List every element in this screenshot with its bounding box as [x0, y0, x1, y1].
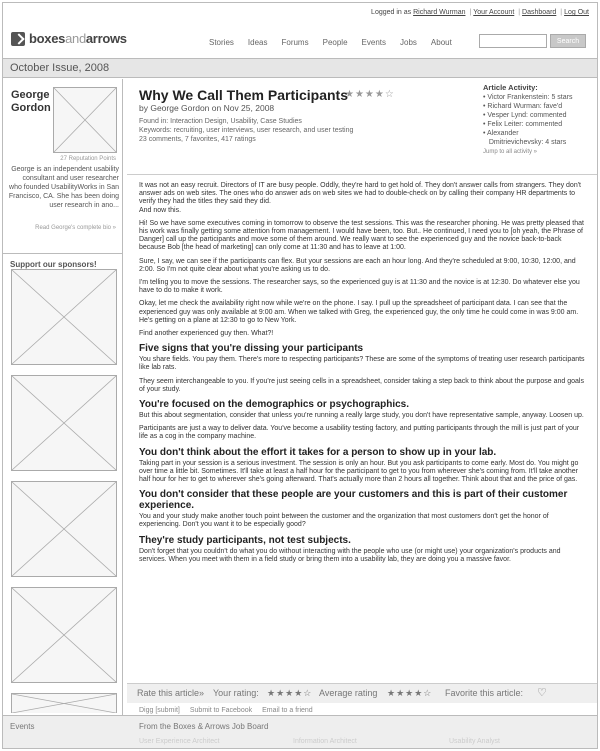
- user-link[interactable]: Richard Wurman: [413, 9, 466, 16]
- logged-in-label: Logged in as: [371, 9, 412, 16]
- main-nav: [209, 38, 452, 47]
- your-account-link[interactable]: Your Account: [473, 9, 515, 16]
- paragraph: You share fields. You pay them. There's more to respecting participants? These are some of the symptoms of treating user research participants like lab rats.: [139, 356, 585, 372]
- issue-bar: [3, 58, 598, 78]
- job-listing[interactable]: Usability Analyst: [449, 738, 500, 745]
- search-button[interactable]: Search: [550, 34, 586, 48]
- average-rating-stars: ★★★★☆: [387, 688, 433, 698]
- author-name[interactable]: George Gordon: [11, 89, 51, 114]
- article-activity: [483, 83, 597, 157]
- digg-link[interactable]: Digg [submit]: [139, 707, 180, 714]
- paragraph: Sure, I say, we can see if the participants can flex. But your sessions are each an hour long. And they're scheduled at 9:00, 10:30, 12:00, and 2:00. So I'm not quite clear about what you're asking us to do.: [139, 257, 576, 273]
- footer-events[interactable]: Events: [10, 722, 35, 731]
- average-rating-label: Average rating: [319, 688, 378, 698]
- footer-job-board[interactable]: From the Boxes & Arrows Job Board: [139, 722, 269, 731]
- author-bio: George is an independent usability consultant and user researcher who founded UsabilityWorks in San Francisco, CA. She has been doing user research in ano...: [8, 166, 119, 209]
- your-rating-label: Your rating:: [213, 688, 259, 698]
- activity-item: Dmitrievichevsky: 4 stars: [483, 139, 567, 146]
- section-heading: They're study participants, not test subjects.: [139, 534, 351, 546]
- section-heading: Five signs that you're dissing your participants: [139, 343, 364, 355]
- paragraph: It was not an easy recruit. Directors of IT are busy people. Oddly, they're hard to get hold of. They don't answer calls from strangers. They don't answer ads on web sites. The ones who do answer ads on web sites we had to double-check on by calling their company HR departments to verify they had the titles they said they did. And now this.: [139, 182, 581, 214]
- nav-stories[interactable]: Stories: [209, 38, 234, 47]
- activity-heading: Article Activity:: [483, 83, 538, 92]
- article-counts[interactable]: 23 comments, 7 favorites, 417 ratings: [139, 136, 256, 143]
- email-friend-link[interactable]: Email to a friend: [262, 707, 313, 714]
- nav-people[interactable]: People: [322, 38, 348, 47]
- paragraph: Taking part in your session is a serious investment. The session is only an hour. But you ask participants to come early. Most do. You might go over time a little bit. Sometimes. It'll take at least a half hour for the participant to get to you from wherever she's coming from. It'll take another half hour for her to get to wherever she's going afterward. That's actually more than 2 hours all together. Think about that and the price of gas.: [139, 459, 579, 484]
- section-heading: You don't consider that these people are your customers and this is part of their customer experience.: [139, 489, 568, 512]
- sponsor-ad[interactable]: [11, 587, 117, 683]
- nav-ideas[interactable]: Ideas: [247, 38, 268, 47]
- author-photo-placeholder: [53, 87, 117, 153]
- rate-label: Rate this article»: [137, 688, 205, 698]
- rating-bar: [127, 683, 597, 703]
- search-input[interactable]: [479, 34, 547, 48]
- article-meta: [139, 117, 353, 144]
- issue-title: October Issue, 2008: [10, 62, 110, 74]
- section-heading: You don't think about the effort it takes for a person to show up in your lab.: [139, 446, 497, 458]
- paragraph: Find another experienced guy then. What?!: [139, 330, 274, 338]
- paragraph: I'm telling you to move the sessions. The researcher says, so the experienced guy is at 11:30 and the novice is at 12:30. Do whatever else you have to do to make it work.: [139, 279, 580, 295]
- sponsors-heading: Support our sponsors!: [3, 253, 123, 275]
- logo-icon: [11, 32, 25, 46]
- footer: [3, 715, 598, 749]
- keywords[interactable]: Keywords: recruiting, user interviews, user research, and user testing: [139, 127, 354, 134]
- activity-item: • Vesper Lynd: commented: [483, 112, 567, 119]
- paragraph: Okay, let me check the availability right now while we're on the phone. I say. I pull up the spreadsheet of participant data. I can see that the experienced guy was only available at 9:00 am. When we talked with Greg, the experienced guy, the only time he could come in was 9:00 am. He's getting on a plane at 12:30 to go to New York.: [139, 300, 579, 324]
- facebook-link[interactable]: Submit to Facebook: [189, 707, 253, 714]
- share-bar: [139, 707, 313, 714]
- nav-events[interactable]: Events: [361, 38, 386, 47]
- your-rating-stars[interactable]: ★★★★☆: [267, 688, 313, 698]
- favorite-label: Favorite this article:: [445, 688, 524, 698]
- article-title: Why We Call Them Participants: [139, 87, 349, 103]
- sponsor-ad[interactable]: [11, 375, 117, 471]
- page-frame: [2, 2, 598, 749]
- activity-item: • Richard Wurman: fave'd: [483, 103, 563, 110]
- sponsor-ad[interactable]: [11, 481, 117, 577]
- article-star-rating: ★★★★☆: [345, 89, 395, 100]
- read-bio-link[interactable]: Read George's complete bio »: [35, 225, 116, 231]
- article-body: [139, 182, 587, 569]
- heart-icon[interactable]: ♡: [537, 687, 547, 699]
- found-in[interactable]: Found in: Interaction Design, Usability, Case Studies: [139, 118, 302, 125]
- job-listing[interactable]: Information Architect: [293, 738, 357, 745]
- paragraph: You and your study make another touch point between the customer and the organization that most customers don't get the honor of experiencing. Don't you want it to be especially good?: [139, 513, 549, 529]
- activity-item: • Felix Leiter: commented: [483, 121, 563, 128]
- paragraph: Don't forget that you couldn't do what you do without interacting with the people who use (or might use) your organization's products and services. When you meet with them in a field study or bring them into a usability lab, they are doing you a massive favor.: [139, 547, 561, 563]
- section-heading: You're focused on the demographics or psychographics.: [139, 399, 410, 411]
- paragraph: Hi! So we have some executives coming in tomorrow to observe the test sessions. This was the researcher phoning. He was pretty pleased that his work was finally getting some attention from management. I would have been, too. But.. He continued, I need you to [oh yeah, the Phrase of Danger] call up the participants and move some of them around. We really want to see the experienced guy and the novice back-to-back because Bob [the head of marketing] can only come at 11:30 and has to leave at 1:00.: [139, 219, 584, 252]
- paragraph: Participants are just a way to deliver data. You've become a usability testing factory, and putting participants through the mill is just part of your life as a cog in the company machine.: [139, 425, 580, 441]
- nav-forums[interactable]: Forums: [281, 38, 309, 47]
- jump-to-activity-link[interactable]: Jump to all activity »: [483, 149, 538, 155]
- nav-about[interactable]: About: [430, 38, 452, 47]
- header-divider: [127, 174, 597, 175]
- left-sidebar: [3, 79, 123, 749]
- article-byline: by George Gordon on Nov 25, 2008: [139, 103, 275, 113]
- activity-item: • Victor Frankenstein: 5 stars: [483, 94, 573, 101]
- paragraph: But this about segmentation, consider that unless you're running a really large study, you don't have representative sample, anyway. Loosen up.: [139, 412, 584, 420]
- sponsor-ad[interactable]: [11, 693, 117, 713]
- account-bar: Logged in as Richard Wurman | Your Account | Dashboard | Log Out: [371, 9, 589, 16]
- paragraph: They seem interchangeable to you. If you're just seeing cells in a spreadsheet, consider taking a step back to think about the purpose and goals of your study.: [139, 377, 584, 393]
- site-logo[interactable]: boxesandarrows: [11, 31, 127, 46]
- job-listing[interactable]: User Experience Architect: [139, 738, 220, 745]
- reputation-points: 27 Reputation Points: [60, 156, 116, 162]
- sponsor-ad[interactable]: [11, 269, 117, 365]
- dashboard-link[interactable]: Dashboard: [522, 9, 557, 16]
- activity-item: • Alexander: [483, 130, 519, 137]
- nav-jobs[interactable]: Jobs: [400, 38, 417, 47]
- logout-link[interactable]: Log Out: [564, 9, 589, 16]
